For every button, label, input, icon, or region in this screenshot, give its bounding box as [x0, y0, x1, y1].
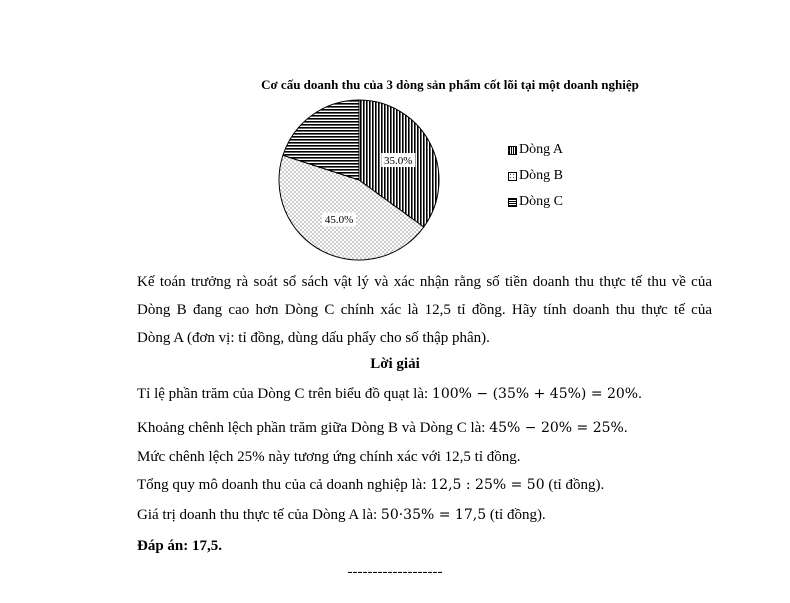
step-4-math: 12,5 : 25% = 50 [430, 477, 545, 493]
step-1-text: Tỉ lệ phần trăm của Dòng C trên biểu đồ quạt là: [137, 386, 432, 402]
legend-item-dong-b [508, 163, 563, 189]
solution-step-5 [137, 507, 546, 524]
step-1-math: 100% − (35% + 45%) = 20% [431, 386, 639, 402]
legend-label-dong-b: Dòng B [519, 168, 563, 183]
solution-heading: Lời giải [370, 356, 420, 372]
legend-item-dong-c [508, 189, 563, 215]
pie-chart [276, 97, 442, 263]
chart-legend [508, 137, 563, 215]
pie-data-label-0 [381, 153, 415, 167]
legend-label-dong-a: Dòng A [519, 142, 563, 157]
problem-line-2: Dòng B đang cao hơn Dòng C chính xác là 12,5 tỉ đồng. Hãy tính doanh thu thực tế của [137, 302, 712, 318]
step-4-end: (tỉ đồng). [544, 477, 605, 493]
step-2-end: . [623, 420, 628, 436]
problem-line-1: Kế toán trưởng rà soát sổ sách vật lý và xác nhận rằng số tiền doanh thu thực tế thu về của [137, 274, 712, 290]
svg-text:35.0%: 35.0% [383, 155, 413, 168]
legend-label-dong-c: Dòng C [519, 194, 563, 209]
step-5-text: Giá trị doanh thu thực tế của Dòng A là: [137, 507, 381, 523]
solution-step-1 [137, 386, 642, 403]
solution-step-3: Mức chênh lệch 25% này tương ứng chính xác với 12,5 tỉ đồng. [137, 449, 521, 465]
problem-line-3: Dòng A (đơn vị: tỉ đồng, dùng dấu phẩy cho số thập phân). [137, 330, 490, 346]
solution-step-2 [137, 420, 628, 437]
answer: Đáp án: 17,5. [137, 538, 223, 554]
pie-data-label-1 [322, 212, 356, 226]
step-1-end: . [638, 386, 642, 402]
chart-title: Cơ cấu doanh thu của 3 dòng sản phẩm cốt lõi tại một doanh nghiệp [261, 77, 639, 92]
step-4-text: Tổng quy mô doanh thu của cả doanh nghiệp là: [137, 477, 431, 493]
step-2-text: Khoảng chênh lệch phần trăm giữa Dòng B và Dòng C là: [137, 420, 490, 436]
svg-text:45.0%: 45.0% [324, 214, 354, 227]
legend-item-dong-a [508, 137, 563, 163]
separator: ------------------- [347, 564, 443, 580]
legend-swatch-dong-a [508, 146, 517, 155]
legend-swatch-dong-b [508, 172, 517, 181]
step-5-end: (tỉ đồng). [486, 507, 546, 523]
solution-step-4 [137, 477, 604, 494]
step-5-math: 50·35% = 17,5 [380, 507, 487, 523]
step-2-math: 45% − 20% = 25% [489, 420, 624, 436]
legend-swatch-dong-c [508, 198, 517, 207]
